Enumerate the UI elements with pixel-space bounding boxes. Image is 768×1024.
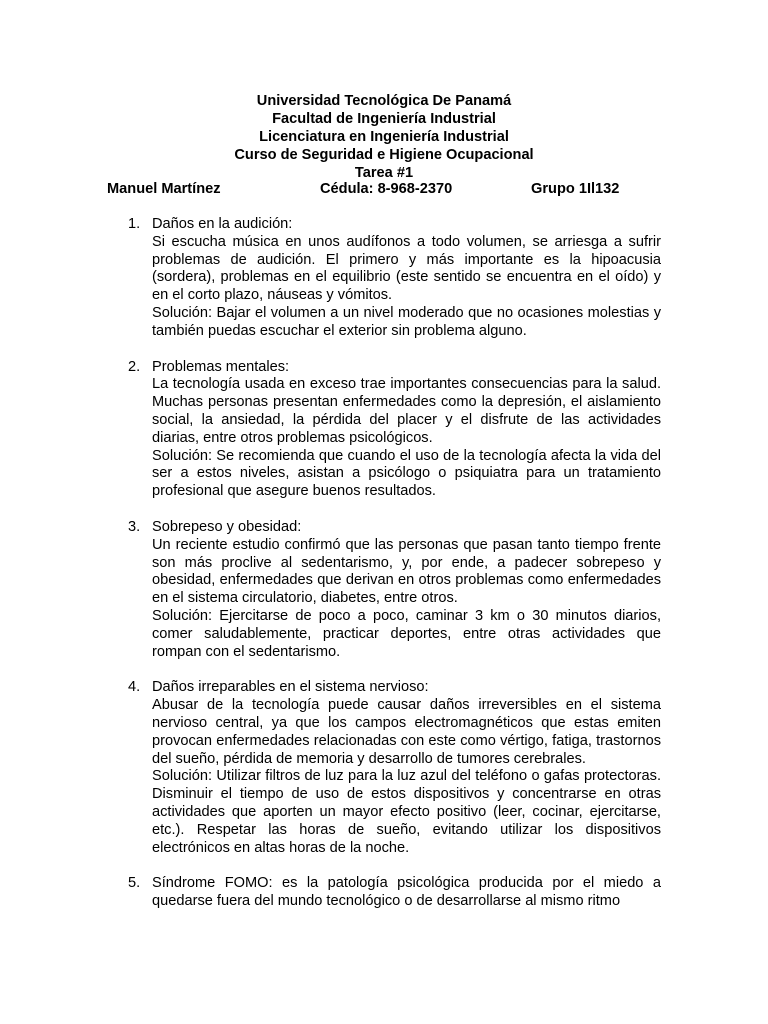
list-spacer [0,341,768,359]
student-cedula: Cédula: 8-968-2370 [320,181,453,197]
list-item-title: Problemas mentales: [152,358,290,375]
list-item [128,875,661,911]
document-header [0,92,768,182]
list-item-title: Daños en la audición: [152,216,293,232]
list-item-title: Daños irreparables en el sistema nervioso: [152,679,429,696]
list-item-number: 3. [128,518,141,535]
list-item [128,518,661,661]
list-item-solution: Solución: Ejercitarse de poco a poco, caminar 3 km o 30 minutos diarios, comer saludablemente, practicar deportes, entre otras actividades que rompan con el sedentarismo. [152,607,661,660]
list-item-solution: Solución: Bajar el volumen a un nivel moderado que no ocasiones molestias y también puedas escuchar el exterior sin problema alguno. [152,304,661,339]
list-item [128,358,661,501]
numbered-list [0,216,768,911]
course-title: Curso de Seguridad e Higiene Ocupacional [234,147,534,163]
list-item-body: es la patología psicológica producida por el miedo a quedarse fuera del mundo tecnológico o de desarrollarse al mismo ritmo [152,875,661,910]
list-item-number: 2. [128,358,141,375]
student-info [0,180,768,198]
degree-title: Licenciatura en Ingeniería Industrial [259,129,509,145]
list-item-body: La tecnología usada en exceso trae importantes consecuencias para la salud. Muchas personas presentan enfermedades como la depresión, el aislamiento social, la ansiedad, la pérdida del placer y el disfrute de las actividades diarias, entre otros problemas psicológicos. [152,376,661,446]
list-item-paragraph [152,875,661,911]
list-item-body: Si escucha música en unos audífonos a todo volumen, se arriesga a sufrir problemas de audición. El primero y más importante es la hipoacusia (sordera), problemas en el equilibrio (este sentido se encuentra en el oído) y en el corto plazo, náuseas y vómitos. [152,233,661,304]
list-item-number: 4. [128,679,141,696]
list-item [128,216,661,341]
list-item-solution: Solución: Utilizar filtros de luz para la luz azul del teléfono o gafas protectoras. Disminuir el tiempo de uso de estos dispositivos y concentrarse en otras actividades que aporten un mayor efecto positivo (leer, cocinar, ejercitarse, etc.). Respetar las horas de sueño, evitando utilizar los dispositivos electrónicos en altas horas de la noche. [152,768,661,856]
list-spacer [0,501,768,519]
student-name: Manuel Martínez [107,181,221,197]
list-item-title: Síndrome FOMO: [152,875,273,892]
student-group: Grupo 1Il132 [531,181,620,197]
list-spacer [0,661,768,679]
university-title: Universidad Tecnológica De Panamá [256,93,512,109]
list-item-body: Abusar de la tecnología puede causar daños irreversibles en el sistema nervioso central, ya que los campos electromagnéticos que estas emiten provocan enfermedades relacionadas con este como vértigo, fatiga, trastornos del sueño, pérdida de memoria y desarrollo de tumores cerebrales. [152,697,661,767]
list-item-number: 1. [128,216,141,232]
list-item-body: Un reciente estudio confirmó que las personas que pasan tanto tiempo frente son más proclive al sedentarismo, y, por ende, a padecer sobrepeso y obesidad, enfermedades que derivan en otros problemas como enfermedades en el sistema circulatorio, diabetes, entre otros. [152,536,661,607]
assignment-title: Tarea #1 [354,165,414,181]
list-item [128,679,661,857]
list-spacer [0,857,768,875]
list-item-solution: Solución: Se recomienda que cuando el uso de la tecnología afecta la vida del ser a estos niveles, asistan a psicólogo o psiquiatra para un tratamiento profesional que asegure buenos resultados. [152,447,661,500]
list-item-title: Sobrepeso y obesidad: [152,518,302,535]
faculty-title: Facultad de Ingeniería Industrial [272,111,496,127]
list-item-number: 5. [128,875,141,892]
